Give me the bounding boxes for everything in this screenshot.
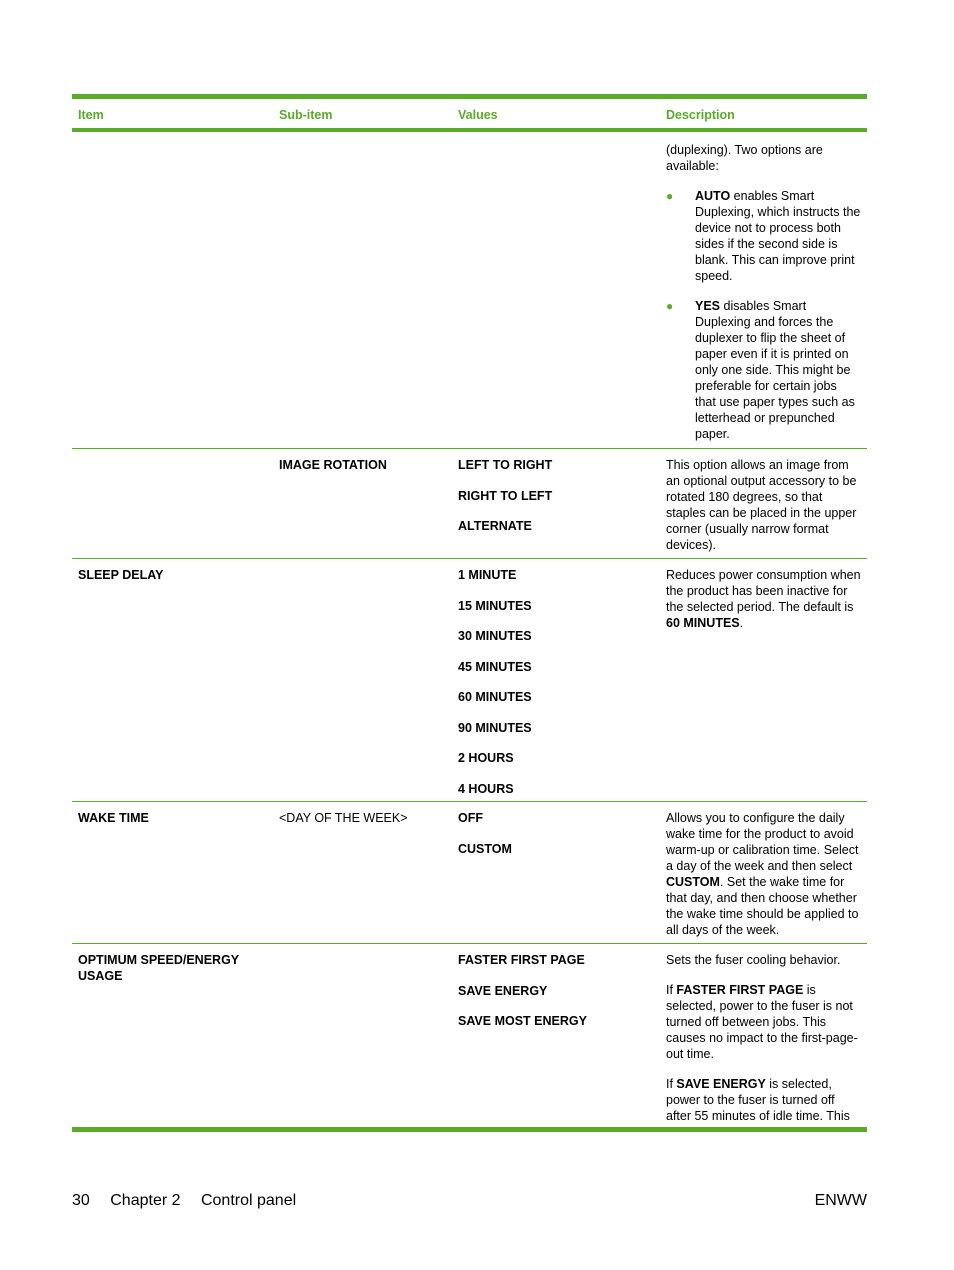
description-text: is selected, power to the fuser is not turned off between jobs. This causes no impact to the first-page-out time. [666,983,858,1061]
header-item: Item [78,108,104,122]
item-cell [72,132,273,448]
values-cell [452,802,660,943]
value-option: SAVE MOST ENERGY [458,1014,587,1028]
subitem-cell [273,559,452,801]
description-text: If [666,1077,677,1091]
section-title: Control panel [200,1192,297,1209]
bullet-keyword: AUTO [695,189,731,203]
value-option: 1 MINUTE [458,568,517,582]
description-text: . [739,616,744,630]
table-row [72,559,867,802]
description-keyword: FASTER FIRST PAGE [676,983,804,997]
value-option: 60 MINUTES [458,690,532,704]
value-option: ALTERNATE [458,519,532,533]
description-cell: This option allows an image from an optional output accessory to be rotated 180 degrees, so that staples can be placed in the upper corner (usually narrow format devices). [666,458,857,552]
description-keyword: CUSTOM [666,875,720,889]
value-option: CUSTOM [458,841,512,856]
values-cell [452,944,660,1127]
table-row [72,132,867,449]
value-option: OFF [458,811,483,825]
description-paragraph: Sets the fuser cooling behavior. [666,953,841,967]
value-option: 4 HOURS [458,781,514,796]
bullet-icon: ● [666,189,674,203]
description-text: Allows you to configure the daily wake time for the product to avoid warm-up or calibration time. Select a day of the week and then select [666,811,859,873]
page-footer [72,1192,867,1210]
description-cell [660,559,867,801]
chapter-label: Chapter 2 [110,1192,181,1209]
values-cell [452,449,660,558]
value-option: 15 MINUTES [458,598,532,613]
header-description: Description [666,108,735,122]
item-optimum-speed-energy: OPTIMUM SPEED/ENERGY USAGE [78,953,239,983]
description-paragraph [666,982,861,1062]
bullet-icon: ● [666,299,674,313]
item-cell [72,449,273,558]
bullet-keyword: YES [695,299,721,313]
description-keyword: SAVE ENERGY [676,1077,766,1091]
footer-right: ENWW [814,1192,867,1209]
item-sleep-delay: SLEEP DELAY [78,568,164,582]
table-row [72,944,867,1127]
value-option: 90 MINUTES [458,720,532,735]
subitem-cell [273,944,452,1127]
item-wake-time: WAKE TIME [78,811,149,825]
description-text: If [666,983,677,997]
subitem-day-of-week: <DAY OF THE WEEK> [279,811,408,825]
value-option: FASTER FIRST PAGE [458,953,585,967]
description-text: . Set the wake time for that day, and then choose whether the wake time should be applied to all days of the week. [666,875,859,937]
subitem-cell [273,132,452,448]
header-subitem: Sub-item [279,108,333,122]
settings-table [72,94,867,1132]
description-default: 60 MINUTES [666,616,740,630]
description-intro: (duplexing). Two options are available: [666,143,823,173]
bullet-text: enables Smart Duplexing, which instructs the device not to process both sides if the second side is blank. This can improve print speed. [695,189,861,283]
description-cell [660,802,867,943]
description-cell [660,944,867,1127]
bullet-text: disables Smart Duplexing and forces the duplexer to flip the sheet of paper even if it is printed on only one side. This might be preferable for certain jobs that use paper types such as letterhead or prepunched paper. [695,299,855,441]
list-item [666,188,861,284]
value-option: 2 HOURS [458,751,514,765]
subitem-image-rotation: IMAGE ROTATION [279,458,387,472]
description-text: Reduces power consumption when the product has been inactive for the selected period. The default is [666,568,861,614]
value-option: 45 MINUTES [458,659,532,674]
values-cell [452,132,660,448]
footer-left [72,1192,312,1210]
table-row [72,802,867,944]
values-cell [452,559,660,801]
bullet-list [666,188,861,442]
value-option: 30 MINUTES [458,629,532,643]
description-text: is selected, power to the fuser is turned off after 55 minutes of idle time. This [666,1077,850,1123]
value-option: RIGHT TO LEFT [458,488,553,503]
description-paragraph [666,1076,861,1124]
list-item [666,298,861,442]
page-number: 30 [72,1192,90,1209]
description-cell [660,132,867,448]
table-row [72,449,867,559]
value-option: LEFT TO RIGHT [458,458,553,472]
value-option: SAVE ENERGY [458,983,548,998]
header-values: Values [458,108,498,122]
table-header [72,99,867,132]
